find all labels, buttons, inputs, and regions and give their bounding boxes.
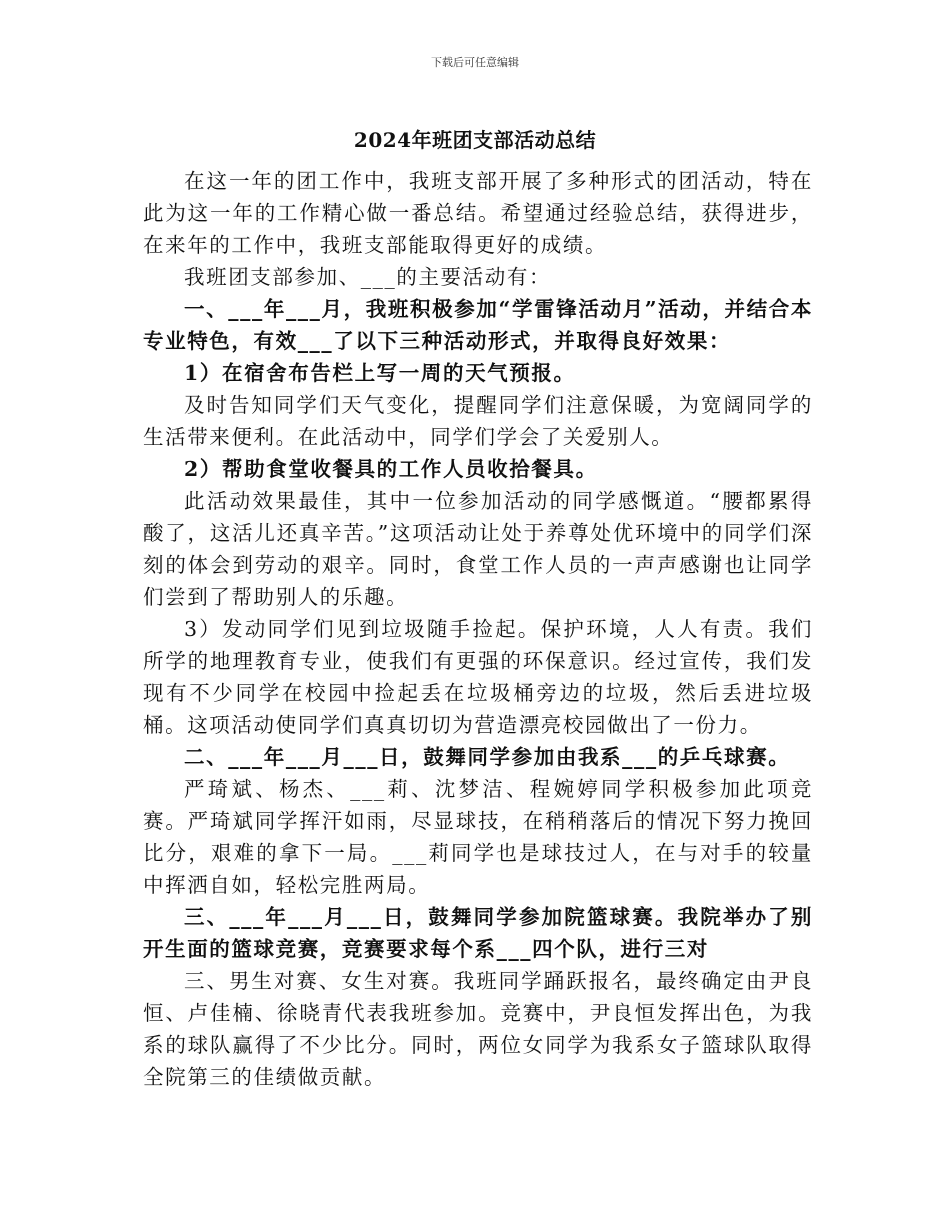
paragraph: 及时告知同学们天气变化，提醒同学们注意保暖，为宽阔同学的生活带来便利。在此活动中，同学们学会了关爱别人。 bbox=[143, 393, 813, 449]
document-title: 2024年班团支部活动总结 bbox=[353, 128, 597, 152]
paragraph: 三、男生对赛、女生对赛。我班同学踊跃报名，最终确定由尹良恒、卢佳楠、徐晓青代表我班参加。竞赛中，尹良恒发挥出色，为我系的球队赢得了不少比分。同时，两位女同学为我系女子篮球队取得全院第三的佳绩做贡献。 bbox=[143, 969, 813, 1089]
paragraph: 在这一年的团工作中，我班支部开展了多种形式的团活动，特在此为这一年的工作精心做一番总结。希望通过经验总结，获得进步，在来年的工作中，我班支部能取得更好的成绩。 bbox=[143, 169, 813, 257]
paragraph: 3）发动同学们见到垃圾随手捡起。保护环境，人人有责。我们所学的地理教育专业，使我们有更强的环保意识。经过宣传，我们发现有不少同学在校园中捡起丢在垃圾桶旁边的垃圾，然后丢进垃圾桶。这项活动使同学们真真切切为营造漂亮校园做出了一份力。 bbox=[143, 617, 813, 737]
document-body bbox=[143, 165, 813, 1093]
paragraph: 此活动效果最佳，其中一位参加活动的同学感慨道。“腰都累得酸了，这活儿还真辛苦。”这项活动让处于养尊处优环境中的同学们深刻的体会到劳动的艰辛。同时，食堂工作人员的一声声感谢也让同学们尝到了帮助别人的乐趣。 bbox=[143, 489, 813, 609]
paragraph: 我班团支部参加、___的主要活动有： bbox=[184, 265, 552, 289]
section-heading: 一、___年___月，我班积极参加“学雷锋活动月”活动，并结合本专业特色，有效___了以下三种活动形式，并取得良好效果： bbox=[143, 297, 813, 353]
paragraph: 严琦斌、杨杰、___莉、沈梦洁、程婉婷同学积极参加此项竞赛。严琦斌同学挥汗如雨，尽显球技，在稍稍落后的情况下努力挽回比分，艰难的拿下一局。___莉同学也是球技过人，在与对手的较量中挥洒自如，轻松完胜两局。 bbox=[143, 777, 813, 897]
section-heading: 二、___年___月___日，鼓舞同学参加由我系___的乒乓球赛。 bbox=[184, 745, 791, 769]
sub-heading: 1）在宿舍布告栏上写一周的天气预报。 bbox=[184, 361, 576, 385]
sub-heading: 2）帮助食堂收餐具的工作人员收拾餐具。 bbox=[184, 457, 598, 481]
section-heading: 三、___年___月___日，鼓舞同学参加院篮球赛。我院举办了别开生面的篮球竞赛，竞赛要求每个系___四个队，进行三对 bbox=[143, 905, 813, 961]
header-note: 下载后可任意编辑 bbox=[431, 56, 519, 69]
